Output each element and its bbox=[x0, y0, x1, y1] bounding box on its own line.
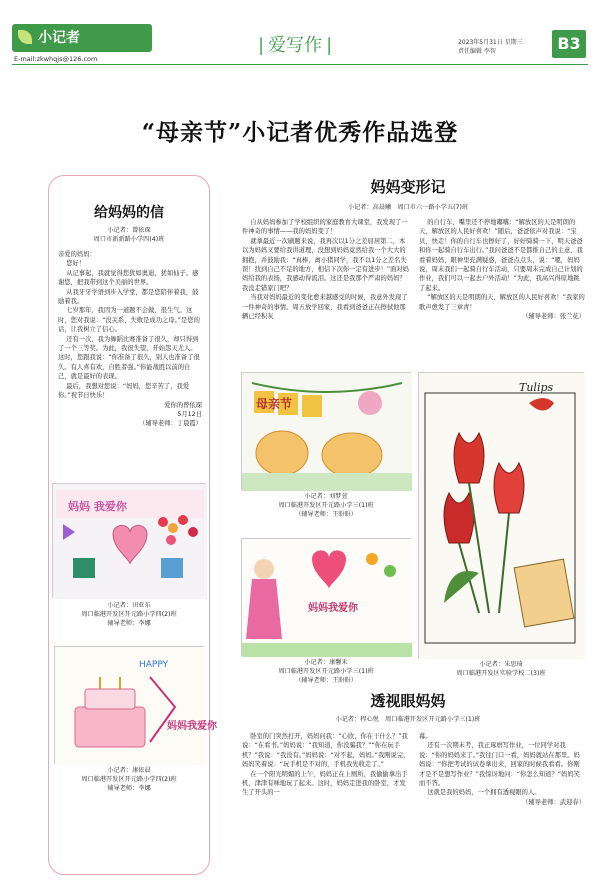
contact-email: E-mail:zkwhqjs@126.com bbox=[14, 55, 98, 63]
story1-paragraph: 当我对妈妈最近的变化愈来越感受的时候，我意外发现了一件神奇的事情。周五放学回家，我看到爸爸正在擦拭他那辆已经积灰 bbox=[242, 294, 408, 321]
story2-paragraph: 在一个阳光明媚的上午，妈妈正在上厕所，我偷偷拿出手机，津津有味地玩了起来。这时，妈妈走进我的卧室，才发生了开头的一 bbox=[242, 770, 408, 797]
drawing-mothers-day-banner bbox=[241, 372, 411, 490]
caption-school: 周口临港开发区开元路小学三(1)班 bbox=[278, 668, 374, 675]
caption-teacher: 辅导老师：李娜 bbox=[107, 785, 151, 792]
story1-paragraph: 就拿最近一次刷题来说，我再次以1分之差屈居第二，本以为妈妈又要给我讲道理，没想到妈妈竟然给我一个大大的拥抱，并鼓励我：“真棒，离小猪同学，我不以1分之差名失误！找到自己不足的地方，相信下次你一定有进步！”面对妈妈给我的表扬，我感动得流泪。这还是我那个严肃的妈妈？我没走错家门吧？ bbox=[242, 237, 409, 292]
drawing-happy-text: HAPPY bbox=[139, 660, 169, 670]
brand-banner bbox=[12, 24, 152, 52]
page-number-badge: B3 bbox=[552, 30, 586, 58]
letter-title: 给妈妈的信 bbox=[94, 205, 164, 221]
caption-teacher: （辅导老师：王盼盼） bbox=[295, 677, 357, 684]
story2-byline: 小记者：程心悦 周口临港开发区开元路小学三(1)班 bbox=[335, 716, 481, 723]
dateline bbox=[458, 38, 550, 56]
letter-paragraph: 还有一次，我为舞蹈比赛准备了很久，却只得到了一个三等奖。为此，我很失望，开始怨天尤人。这时，您跟我说：“你准备了很久，别人也准备了很久。有人喜有欢，自胜者强。”你能战胜以前的自己，就是最好的表现。 bbox=[58, 335, 200, 381]
issue-date: 2023年5月31日 星期三 bbox=[458, 39, 523, 46]
letter-teacher: （辅导老师：丁晨霞） bbox=[139, 420, 202, 428]
caption-author: 小记者：朱思琦 bbox=[479, 661, 523, 668]
letter-paragraph: 从我牙牙学语到步入学堂，都是您陪伴着我，鼓励着我。 bbox=[58, 288, 199, 306]
story2-paragraph: 幕。 bbox=[419, 733, 432, 740]
story2-title: 透视眼妈妈 bbox=[370, 692, 446, 710]
letter-body bbox=[58, 250, 202, 429]
drawing-banner-text: 母亲节 bbox=[256, 397, 293, 411]
story2-paragraph: 卧室的门突然打开，妈妈问我：“心欣，你在干什么？”我说：“在看书。”妈妈说：“我知道，你没骗我？”“你在玩手机？”我说：“我没有。”妈妈说：“对不起，妈妈。”我刚说完，妈妈笑着说：“玩手机是不对的，手机我先收走了。” bbox=[242, 733, 410, 769]
story2-teacher: （辅导老师：武迎春） bbox=[522, 798, 585, 806]
caption-school: 周口临港开发区实验学校二(3)班 bbox=[456, 670, 546, 677]
caption-school: 周口临港开发区开元路小学三(1)班 bbox=[278, 502, 374, 509]
drawing-tulips bbox=[418, 372, 584, 658]
caption-teacher: 辅导老师：李娜 bbox=[107, 620, 151, 627]
drawing-mom-portrait bbox=[241, 538, 411, 656]
drawing-card-text: 妈妈我爱你 bbox=[308, 603, 358, 614]
story2-paragraph: 这就是我的妈妈，一个拥有透视眼的人。 bbox=[427, 789, 541, 797]
letter-author: 小记者：曾依琛 bbox=[107, 227, 151, 234]
mid-pic2-caption bbox=[241, 658, 411, 685]
mid-pic3-caption bbox=[418, 660, 584, 678]
letter-date: 5月12日 bbox=[177, 410, 202, 418]
drawing-tulips-text: Tulips bbox=[519, 381, 554, 394]
handwritten-text: 妈妈 我爱你 bbox=[68, 500, 127, 513]
caption-school: 周口临港开发区开元路小学四(2)班 bbox=[81, 776, 177, 783]
story1-col2 bbox=[419, 218, 585, 321]
letter-salutation: 亲爱的妈妈： bbox=[58, 251, 96, 258]
caption-author: 小记者：田亚东 bbox=[107, 602, 151, 609]
story2-paragraph: 还有一次期末考，我正琢磨写作业，一位同学对我说：“你的妈妈来了。”我往门口一看，妈妈就站在那里。妈妈说：“你把考试的试卷拿出来，回家的时候我看看。你刚才是不是想写作业？”我惊讶地问：“你怎么知道？”妈妈笑而不答。 bbox=[419, 742, 580, 788]
left-pic2-caption bbox=[52, 766, 206, 793]
story2-col2 bbox=[419, 732, 585, 807]
header-rule bbox=[12, 64, 588, 65]
page-headline: “母亲节”小记者优秀作品选登 bbox=[141, 119, 459, 146]
story1-byline: 小记者：高晨曦 周口市六一路小学五(7)班 bbox=[347, 204, 469, 211]
story1-teacher: （辅导老师：张兰花） bbox=[522, 313, 585, 321]
editor-credit: 责任编辑 李智 bbox=[458, 48, 496, 55]
caption-teacher: （辅导老师：王盼盼） bbox=[295, 511, 357, 518]
drawing-heart-card bbox=[52, 483, 206, 598]
brand-label: 小记者 bbox=[38, 30, 80, 46]
letter-byline bbox=[50, 226, 208, 244]
story1-paragraph: “解放区的天是明朗的天，解放区的人民好喜欢！”我家的歌声愈发了三章青！ bbox=[419, 294, 585, 311]
story1-col1 bbox=[242, 218, 410, 321]
letter-greeting: 您好！ bbox=[66, 260, 86, 268]
leaf-icon bbox=[18, 30, 32, 44]
drawing-mom-text: 妈妈我爱你 bbox=[167, 721, 217, 732]
story1-paragraph: 的自行车，嘴里还不停地嘟囔：“解放区的天是明朗的天，解放区的人民好喜欢！”随后，爸爸依声对我说：“宝贝，快走！你的自行车也擦好了，好好骑骑一下，明天爸爸和你一起骑自行车出行。”我问爸爸不是都推自己的主意，我看着妈妈，眼神里充满疑惑，爸爸点点头，说：“嗯，妈妈说，周末我们一起骑自行车活动，只要周末完成自己计划的作业，我们可以一起去户外活动！”为此，我高兴得原地跳了起来。 bbox=[419, 219, 583, 292]
letter-paragraph: 从记事起，我就觉得您犹如奥迪，犹如仙子。感谢您，把我带到这个美丽的世界。 bbox=[58, 269, 199, 287]
story1-title: 妈妈变形记 bbox=[370, 178, 446, 196]
story1-paragraph: 自从妈妈参加了学校组织的家庭教育大课堂，我发现了一件神奇的事情——我的妈妈变了！ bbox=[242, 219, 408, 236]
letter-paragraph: 七岁那年，我因为一道题不会做，很生气。这时，您对我说：“没关系，失败是成功之母。”是您的话，让我树立了信心。 bbox=[58, 307, 200, 334]
drawing-cake bbox=[54, 646, 217, 764]
caption-author: 小记者：刘梦萱 bbox=[304, 493, 348, 500]
mid-pic1-caption bbox=[241, 492, 411, 519]
caption-school: 周口临港开发区开元路小学四(2)班 bbox=[81, 611, 177, 618]
left-pic1-caption bbox=[52, 601, 206, 628]
caption-author: 小记者：康馨禾 bbox=[304, 659, 348, 666]
caption-author: 小记者：康依晨 bbox=[107, 767, 151, 774]
section-title: | 爱写作 | bbox=[258, 31, 332, 57]
letter-paragraph: 最后，我想对您说：“妈妈，您辛苦了，我爱你。”祝节日快乐！ bbox=[58, 382, 190, 400]
story2-col1 bbox=[242, 732, 410, 798]
letter-school: 周口市新新路小学四(4)班 bbox=[93, 236, 165, 243]
letter-signature: 爱你的曾依琛 bbox=[164, 401, 202, 409]
